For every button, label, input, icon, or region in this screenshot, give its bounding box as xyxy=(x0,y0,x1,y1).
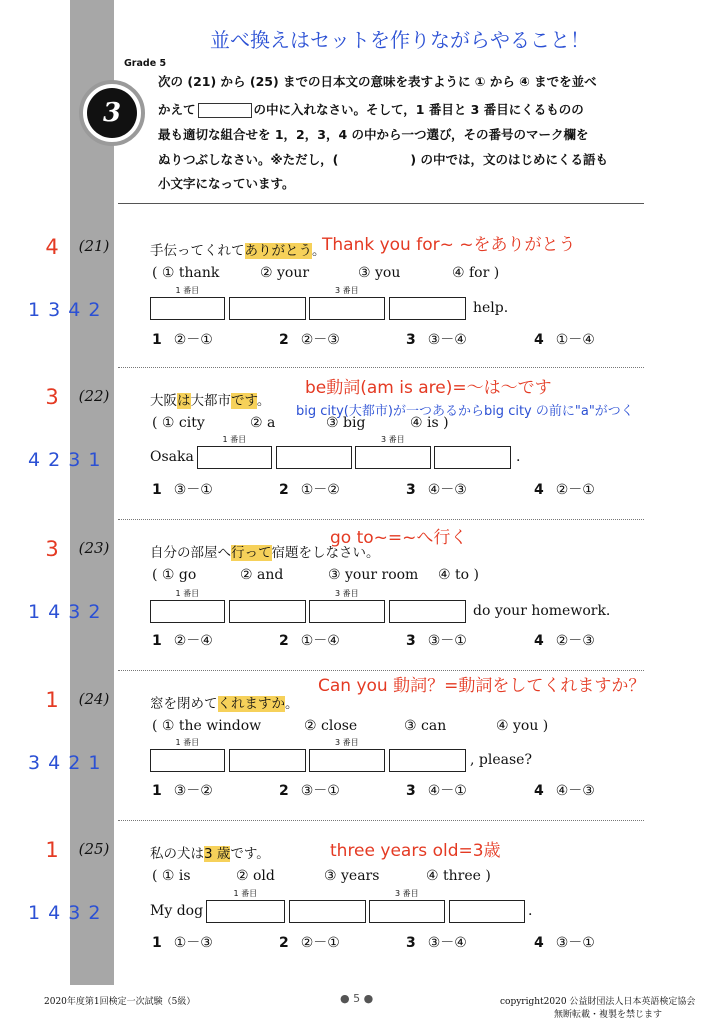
jp-text: 大阪 xyxy=(150,393,177,409)
option-number: 4 xyxy=(534,783,544,799)
option-pair: ②－③ xyxy=(555,633,595,649)
left-margin-bar xyxy=(70,0,114,985)
grammar-note: Can you 動詞？=動詞をしてくれますか？ xyxy=(318,676,646,696)
option-pair: ②－③ xyxy=(300,332,340,348)
question-number: (24) xyxy=(78,690,110,708)
option-pair: ③－① xyxy=(555,935,595,951)
answer-number: 1 xyxy=(45,838,59,862)
option-number: 3 xyxy=(406,332,416,348)
answer-option[interactable] xyxy=(406,932,467,952)
option-number: 1 xyxy=(152,332,162,348)
answer-slot-box xyxy=(206,900,285,923)
answer-option[interactable] xyxy=(406,329,467,349)
word-choice: ② and xyxy=(240,567,284,583)
first-slot-label: 1 番目 xyxy=(175,286,200,295)
header-divider xyxy=(118,203,644,204)
question-divider xyxy=(118,367,644,368)
word-choice: ( ① the window xyxy=(152,718,262,734)
option-number: 4 xyxy=(534,482,544,498)
sentence-lead: My dog xyxy=(150,903,204,919)
answer-slot-box xyxy=(309,600,385,623)
answer-slot-box xyxy=(355,446,431,469)
word-choice: ④ for ) xyxy=(452,265,500,281)
answer-slot-box xyxy=(150,297,225,320)
answer-slot-box xyxy=(389,600,466,623)
option-number: 3 xyxy=(406,783,416,799)
instruction-line-1: 次の (21) から (25) までの日本文の意味を表すように ① から ④ までを並べ xyxy=(158,74,597,89)
option-pair: ②－① xyxy=(173,332,213,348)
sentence-trail: help. xyxy=(473,300,509,316)
grammar-note: be動詞(am is are)=〜は〜です xyxy=(305,378,552,398)
word-choice: ② close xyxy=(304,718,358,734)
option-number: 3 xyxy=(406,935,416,951)
answer-slot-box xyxy=(369,900,445,923)
japanese-sentence xyxy=(150,842,270,862)
word-choice: ② your xyxy=(260,265,310,281)
answer-option[interactable] xyxy=(279,932,340,952)
japanese-sentence xyxy=(150,389,270,409)
question-number: (22) xyxy=(78,387,110,405)
answer-option[interactable] xyxy=(152,479,213,499)
japanese-sentence xyxy=(150,239,326,259)
answer-slot-box xyxy=(289,900,366,923)
answer-slot-box xyxy=(229,297,306,320)
answer-number: 4 xyxy=(45,235,59,259)
answer-number: 1 xyxy=(45,688,59,712)
word-choice: ③ you xyxy=(358,265,401,281)
jp-text: 窓を閉めて xyxy=(150,696,218,712)
answer-slot-box xyxy=(276,446,352,469)
jp-text: 手伝ってくれて xyxy=(150,243,245,259)
answer-number: 3 xyxy=(45,537,59,561)
word-choice: ( ① is xyxy=(152,868,191,884)
answer-slot-box xyxy=(309,749,385,772)
first-slot-label: 1 番目 xyxy=(233,889,258,898)
question-number: (25) xyxy=(78,840,110,858)
jp-highlight: です xyxy=(231,393,257,409)
option-number: 4 xyxy=(534,633,544,649)
third-slot-label: 3 番目 xyxy=(381,435,405,444)
option-pair: ④－③ xyxy=(427,482,467,498)
word-choice: ③ big xyxy=(326,415,366,431)
option-pair: ①－④ xyxy=(300,633,340,649)
word-choice: ② a xyxy=(250,415,276,431)
answer-option[interactable] xyxy=(406,630,467,650)
jp-text: 自分の部屋へ xyxy=(150,545,231,561)
jp-text: 。 xyxy=(256,393,271,409)
option-number: 2 xyxy=(279,332,289,348)
option-number: 1 xyxy=(152,633,162,649)
question-number: (23) xyxy=(78,539,110,557)
answer-order: 3 4 2 1 xyxy=(28,752,102,774)
answer-slot-box xyxy=(434,446,511,469)
footer-copyright: copyright2020 公益財団法人日本英語検定協会 xyxy=(500,997,696,1007)
answer-slot-box xyxy=(389,749,466,772)
option-pair: ③－① xyxy=(173,482,213,498)
option-pair: ②－④ xyxy=(173,633,213,649)
question-divider xyxy=(118,820,644,821)
option-pair: ③－④ xyxy=(427,332,467,348)
third-slot-label: 3 番目 xyxy=(335,738,359,747)
sentence-lead: Osaka xyxy=(150,449,194,465)
jp-highlight: は xyxy=(177,393,191,409)
word-choice: ③ can xyxy=(404,718,447,734)
sentence-trail: , please? xyxy=(470,752,532,768)
answer-option[interactable] xyxy=(152,630,213,650)
section-badge xyxy=(79,80,145,146)
answer-option[interactable] xyxy=(279,329,340,349)
first-slot-label: 1 番目 xyxy=(175,589,200,598)
option-number: 2 xyxy=(279,482,289,498)
first-slot-label: 1 番目 xyxy=(222,435,247,444)
grammar-note: go to~=~へ行く xyxy=(330,528,468,548)
answer-option[interactable] xyxy=(152,932,213,952)
option-number: 3 xyxy=(406,482,416,498)
answer-slot-box xyxy=(197,446,272,469)
answer-order: 1 3 4 2 xyxy=(28,299,102,321)
option-number: 1 xyxy=(152,482,162,498)
answer-slot-box xyxy=(150,749,225,772)
option-pair: ③－④ xyxy=(427,935,467,951)
word-choice: ( ① thank xyxy=(152,265,220,281)
answer-option[interactable] xyxy=(534,932,595,952)
answer-option[interactable] xyxy=(406,479,467,499)
page-number: ● 5 ● xyxy=(340,992,374,1005)
instruction-line-2: かえて の中に入れなさい。そして，1 番目と 3 番目にくるものの xyxy=(158,102,584,117)
option-pair: ①－③ xyxy=(173,935,213,951)
grammar-note-detail: big city(大都市)が一つあるからbig city の前に"a"がつく xyxy=(296,404,634,419)
answer-order: 4 2 3 1 xyxy=(28,449,102,471)
option-number: 1 xyxy=(152,935,162,951)
word-choice: ④ to ) xyxy=(438,567,479,583)
jp-highlight: くれますか xyxy=(217,696,285,712)
jp-highlight: 3 歳 xyxy=(204,846,231,862)
answer-order: 1 4 3 2 xyxy=(28,601,102,623)
option-number: 2 xyxy=(279,935,289,951)
jp-text: です。 xyxy=(230,846,270,862)
answer-order: 1 4 3 2 xyxy=(28,902,102,924)
word-choice: ( ① city xyxy=(152,415,205,431)
option-pair: ④－① xyxy=(427,783,467,799)
jp-highlight: ありがとう xyxy=(244,243,312,259)
question-divider xyxy=(118,519,644,520)
footer-rights: 無断転載・複製を禁じます xyxy=(554,1010,663,1020)
option-pair: ①－④ xyxy=(555,332,595,348)
grade-label: Grade 5 xyxy=(124,58,167,69)
answer-option[interactable] xyxy=(152,329,213,349)
answer-number: 3 xyxy=(45,385,59,409)
jp-text: 宿題をしなさい。 xyxy=(271,545,380,561)
instruction-line-4: ぬりつぶしなさい。※ただし，( ) の中では，文のはじめにくる語も xyxy=(158,152,608,167)
option-pair: ③－② xyxy=(173,783,213,799)
japanese-sentence xyxy=(150,692,299,712)
sentence-trail: . xyxy=(528,903,533,919)
jp-text: 私の犬は xyxy=(150,846,204,862)
option-pair: ①－② xyxy=(300,482,340,498)
answer-slot-box xyxy=(389,297,466,320)
option-number: 4 xyxy=(534,935,544,951)
answer-slot-box xyxy=(449,900,525,923)
word-choice: ④ three ) xyxy=(426,868,491,884)
footer-exam-info: 2020年度第1回検定一次試験（5級） xyxy=(44,997,196,1007)
top-handwritten-note: 並べ換えはセットを作りながらやること！ xyxy=(210,28,590,52)
jp-highlight: 行って xyxy=(231,545,272,561)
option-pair: ④－③ xyxy=(555,783,595,799)
word-choice: ④ is ) xyxy=(410,415,449,431)
option-number: 1 xyxy=(152,783,162,799)
word-choice: ③ years xyxy=(324,868,380,884)
option-number: 4 xyxy=(534,332,544,348)
first-slot-label: 1 番目 xyxy=(175,738,200,747)
instruction-line-3: 最も適切な組合せを 1，2，3，4 の中から一つ選び，その番号のマーク欄を xyxy=(158,127,589,142)
third-slot-label: 3 番目 xyxy=(335,286,359,295)
answer-option[interactable] xyxy=(534,780,595,800)
sentence-trail: . xyxy=(516,449,521,465)
option-pair: ②－① xyxy=(555,482,595,498)
section-number: 3 xyxy=(87,88,137,138)
answer-slot-box xyxy=(229,749,306,772)
third-slot-label: 3 番目 xyxy=(335,589,359,598)
word-choice: ( ① go xyxy=(152,567,197,583)
answer-option[interactable] xyxy=(279,479,340,499)
word-choice: ④ you ) xyxy=(496,718,549,734)
jp-text: 大都市 xyxy=(190,393,231,409)
question-number: (21) xyxy=(78,237,110,255)
sentence-trail: do your homework. xyxy=(473,603,611,619)
answer-option[interactable] xyxy=(534,630,595,650)
option-pair: ②－① xyxy=(300,935,340,951)
option-pair: ③－① xyxy=(427,633,467,649)
jp-text: 。 xyxy=(285,696,299,712)
answer-option[interactable] xyxy=(279,780,340,800)
third-slot-label: 3 番目 xyxy=(395,889,419,898)
grammar-note: three years old=3歳 xyxy=(330,841,501,861)
option-pair: ③－① xyxy=(300,783,340,799)
answer-option[interactable] xyxy=(279,630,340,650)
option-number: 2 xyxy=(279,783,289,799)
answer-option[interactable] xyxy=(406,780,467,800)
word-choice: ③ your room xyxy=(328,567,419,583)
answer-slot-box xyxy=(229,600,306,623)
word-choice: ② old xyxy=(236,868,275,884)
option-number: 2 xyxy=(279,633,289,649)
instruction-blank-box xyxy=(198,103,252,118)
answer-slot-box xyxy=(309,297,385,320)
answer-option[interactable] xyxy=(534,329,595,349)
answer-option[interactable] xyxy=(152,780,213,800)
option-number: 3 xyxy=(406,633,416,649)
instruction-line-5: 小文字になっています。 xyxy=(158,176,295,191)
jp-text: 。 xyxy=(312,243,326,259)
answer-slot-box xyxy=(150,600,225,623)
answer-option[interactable] xyxy=(534,479,595,499)
grammar-note: Thank you for~ ~をありがとう xyxy=(322,235,576,255)
